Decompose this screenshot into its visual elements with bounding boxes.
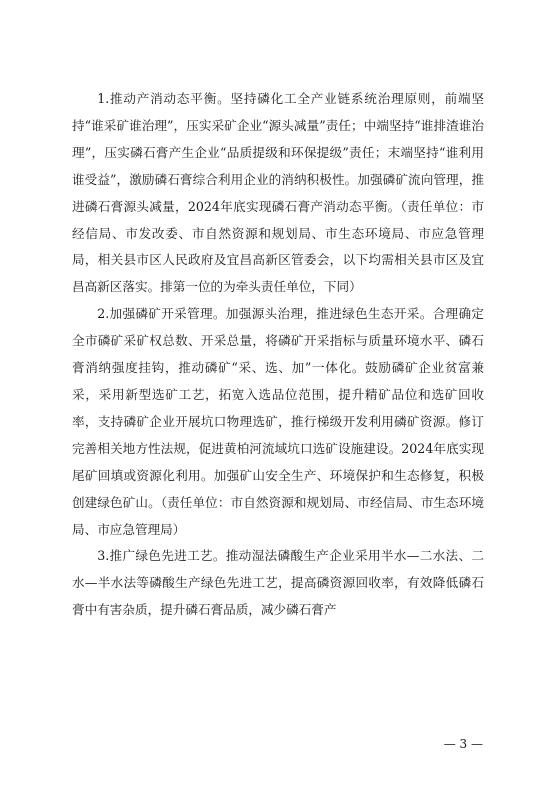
paragraph-2: 2.加强磷矿开采管理。加强源头治理，推进绿色生态开采。合理确定全市磷矿采矿权总数、开采总量，将磷矿开采指标与质量环境水平、磷石膏消纳强度挂钩，推动磷矿“采、选、加”一体化。鼓励磷矿企业贫富兼采，采用新型选矿工艺，拓宽入选品位范围，提升精矿品位和选矿回收率，支持磷矿企业开展坑口物理选矿，推行梯级开发利用磷矿资源。修订完善相关地方性法规，促进黄柏河流域坑口选矿设施建设。2024年底实现尾矿回填或资源化利用。加强矿山安全生产、环境保护和生态修复，积极创建绿色矿山。（责任单位：市自然资源和规划局、市经信局、市生态环境局、市应急管理局） <box>72 306 484 537</box>
document-body <box>72 86 484 624</box>
page-number: — 3 — <box>443 737 483 751</box>
paragraph-1: 1.推动产消动态平衡。坚持磷化工全产业链系统治理原则，前端坚持“谁采矿谁治理”，压实采矿企业“源头减量”责任；中端坚持“谁排渣谁治理”，压实磷石膏产生企业“品质提级和环保提级”责任；末端坚持“谁利用谁受益”，激励磷石膏综合利用企业的消纳积极性。加强磷矿流向管理，推进磷石膏源头减量，2024年底实现磷石膏产消动态平衡。（责任单位：市经信局、市发改委、市自然资源和规划局、市生态环境局、市应急管理局，相关县市区人民政府及宜昌高新区管委会，以下均需相关县市区及宜昌高新区落实。排第一位的为牵头责任单位，下同） <box>72 91 484 295</box>
paragraph-3: 3.推广绿色先进工艺。推动湿法磷酸生产企业采用半水—二水法、二水—半水法等磷酸生产绿色先进工艺，提高磷资源回收率，有效降低磷石膏中有害杂质，提升磷石膏品质，减少磷石膏产 <box>72 548 484 618</box>
page-footer <box>0 737 553 757</box>
